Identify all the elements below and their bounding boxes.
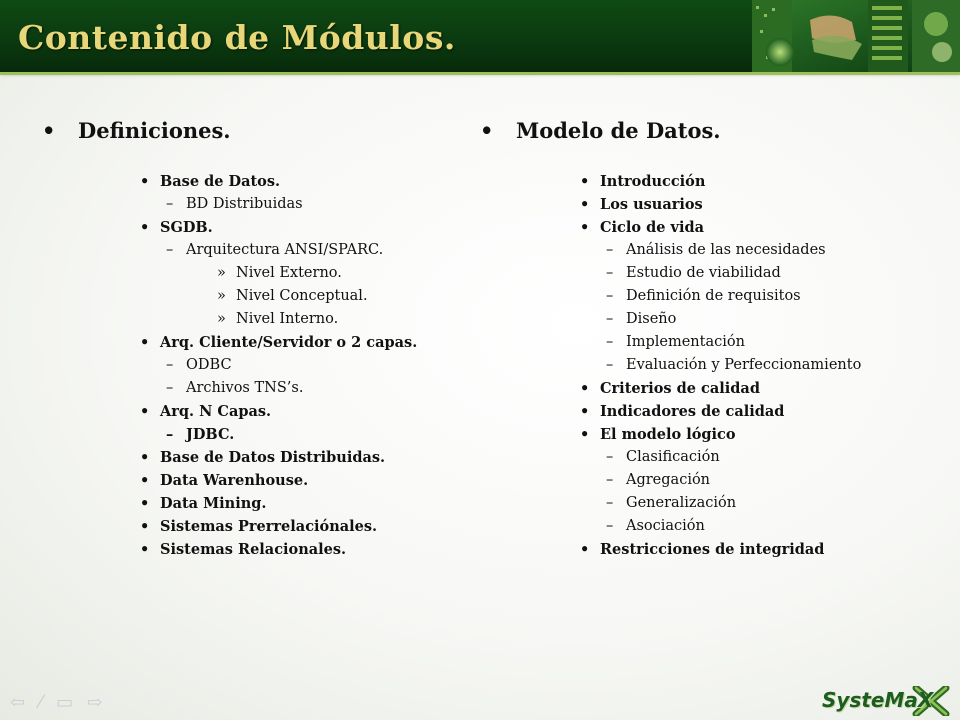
item-text: Diseño xyxy=(626,311,677,327)
item-text: ODBC xyxy=(186,357,232,373)
list-item xyxy=(580,380,938,397)
item-text: Implementación xyxy=(626,334,745,350)
item-text: Ciclo de vida xyxy=(600,219,704,236)
dash: – xyxy=(606,449,614,465)
list-item xyxy=(140,265,460,282)
dash: – xyxy=(166,380,174,396)
item-text: SGDB. xyxy=(160,219,213,236)
bullet: • xyxy=(580,196,590,213)
item-text: Nivel Conceptual. xyxy=(236,288,368,304)
dash: – xyxy=(606,311,614,327)
dash: – xyxy=(166,196,174,212)
list-item xyxy=(140,449,450,466)
item-text: Base de Datos Distribuidas. xyxy=(160,449,386,466)
bullet: • xyxy=(140,219,150,236)
prev-arrow-icon[interactable]: ⇦ xyxy=(10,692,26,713)
dash: – xyxy=(606,242,614,258)
list-item xyxy=(140,380,460,397)
bullet: • xyxy=(140,173,150,190)
list-item xyxy=(580,219,938,236)
dash: – xyxy=(166,242,174,258)
next-arrow-icon[interactable]: ⇨ xyxy=(87,692,103,713)
list-item xyxy=(140,173,450,190)
item-text: Criterios de calidad xyxy=(600,380,760,397)
item-text: Indicadores de calidad xyxy=(600,403,785,420)
left-column xyxy=(40,118,460,564)
list-item xyxy=(580,173,938,190)
list-item xyxy=(580,495,938,512)
dash: – xyxy=(606,518,614,534)
item-text: Sistemas Relacionales. xyxy=(160,541,347,558)
dash: – xyxy=(606,472,614,488)
left-heading-text: Definiciones. xyxy=(78,118,231,143)
item-text: Data Mining. xyxy=(160,495,267,512)
list-item xyxy=(580,311,938,328)
item-text: Introducción xyxy=(600,173,706,190)
list-item xyxy=(580,449,938,466)
systemax-logo xyxy=(812,686,950,716)
right-list xyxy=(478,173,938,558)
item-text: Asociación xyxy=(626,518,705,534)
bullet: • xyxy=(580,380,590,397)
left-heading xyxy=(40,118,460,143)
list-item xyxy=(140,288,460,305)
header-collage-image xyxy=(752,0,960,72)
list-item xyxy=(140,219,450,236)
list-item xyxy=(580,541,938,558)
dash: – xyxy=(166,357,174,373)
heading-bullet: • xyxy=(42,118,56,143)
list-item xyxy=(580,472,938,489)
item-text: Clasificación xyxy=(626,449,720,465)
list-item xyxy=(580,242,938,259)
slide-title: Contenido de Módulos. xyxy=(18,18,456,57)
chevron: » xyxy=(217,265,226,281)
item-text: JDBC. xyxy=(186,426,235,443)
list-item xyxy=(580,265,938,282)
item-text: Arquitectura ANSI/SPARC. xyxy=(186,242,384,258)
right-heading xyxy=(478,118,938,143)
right-column xyxy=(478,118,938,564)
list-item xyxy=(580,334,938,351)
bullet: • xyxy=(140,541,150,558)
list-item xyxy=(140,403,450,420)
heading-bullet: • xyxy=(480,118,494,143)
dash: – xyxy=(606,288,614,304)
item-text: El modelo lógico xyxy=(600,426,736,443)
chevron: » xyxy=(217,288,226,304)
bullet: • xyxy=(580,541,590,558)
list-item xyxy=(580,426,938,443)
list-item xyxy=(140,518,450,535)
bullet: • xyxy=(140,495,150,512)
title-underline xyxy=(0,72,960,75)
item-text: Análisis de las necesidades xyxy=(626,242,826,258)
item-text: Nivel Interno. xyxy=(236,311,339,327)
list-item xyxy=(140,311,460,328)
bullet: • xyxy=(140,334,150,351)
chevron: » xyxy=(217,311,226,327)
item-text: Sistemas Prerrelaciónales. xyxy=(160,518,378,535)
item-text: Restricciones de integridad xyxy=(600,541,825,558)
list-item xyxy=(140,541,450,558)
logo-text: SysteMaX xyxy=(822,688,934,712)
list-item xyxy=(580,403,938,420)
dash: – xyxy=(166,426,174,443)
item-text: Estudio de viabilidad xyxy=(626,265,781,281)
item-text: BD Distribuidas xyxy=(186,196,303,212)
dash: – xyxy=(606,357,614,373)
item-text: Definición de requisitos xyxy=(626,288,801,304)
list-item xyxy=(580,357,938,374)
list-item xyxy=(140,495,450,512)
item-text: Nivel Externo. xyxy=(236,265,342,281)
dash: – xyxy=(606,334,614,350)
item-text: Generalización xyxy=(626,495,737,511)
dash: – xyxy=(606,495,614,511)
item-text: Archivos TNS’s. xyxy=(186,380,304,396)
bullet: • xyxy=(580,426,590,443)
bullet: • xyxy=(140,403,150,420)
slide-navigation xyxy=(10,692,102,713)
item-text: Agregación xyxy=(626,472,711,488)
list-item xyxy=(140,242,460,259)
bullet: • xyxy=(580,219,590,236)
left-list xyxy=(40,173,460,558)
item-text: Los usuarios xyxy=(600,196,703,213)
item-text: Arq. Cliente/Servidor o 2 capas. xyxy=(160,334,418,351)
dash: – xyxy=(606,265,614,281)
bullet: • xyxy=(140,472,150,489)
item-text: Data Warenhouse. xyxy=(160,472,309,489)
list-item xyxy=(140,426,460,443)
list-item xyxy=(140,472,450,489)
list-item xyxy=(140,334,450,351)
menu-icon[interactable]: ▭ xyxy=(56,692,74,713)
list-item xyxy=(140,196,460,213)
right-heading-text: Modelo de Datos. xyxy=(516,118,721,143)
bullet: • xyxy=(140,449,150,466)
title-bar xyxy=(0,0,960,72)
list-item xyxy=(580,288,938,305)
bullet: • xyxy=(140,518,150,535)
list-item xyxy=(580,518,938,535)
list-item xyxy=(580,196,938,213)
list-item xyxy=(140,357,460,374)
bullet: • xyxy=(580,403,590,420)
bullet: • xyxy=(580,173,590,190)
item-text: Arq. N Capas. xyxy=(160,403,272,420)
item-text: Evaluación y Perfeccionamiento xyxy=(626,357,862,373)
pen-icon[interactable]: ⁄ xyxy=(39,692,43,713)
item-text: Base de Datos. xyxy=(160,173,281,190)
